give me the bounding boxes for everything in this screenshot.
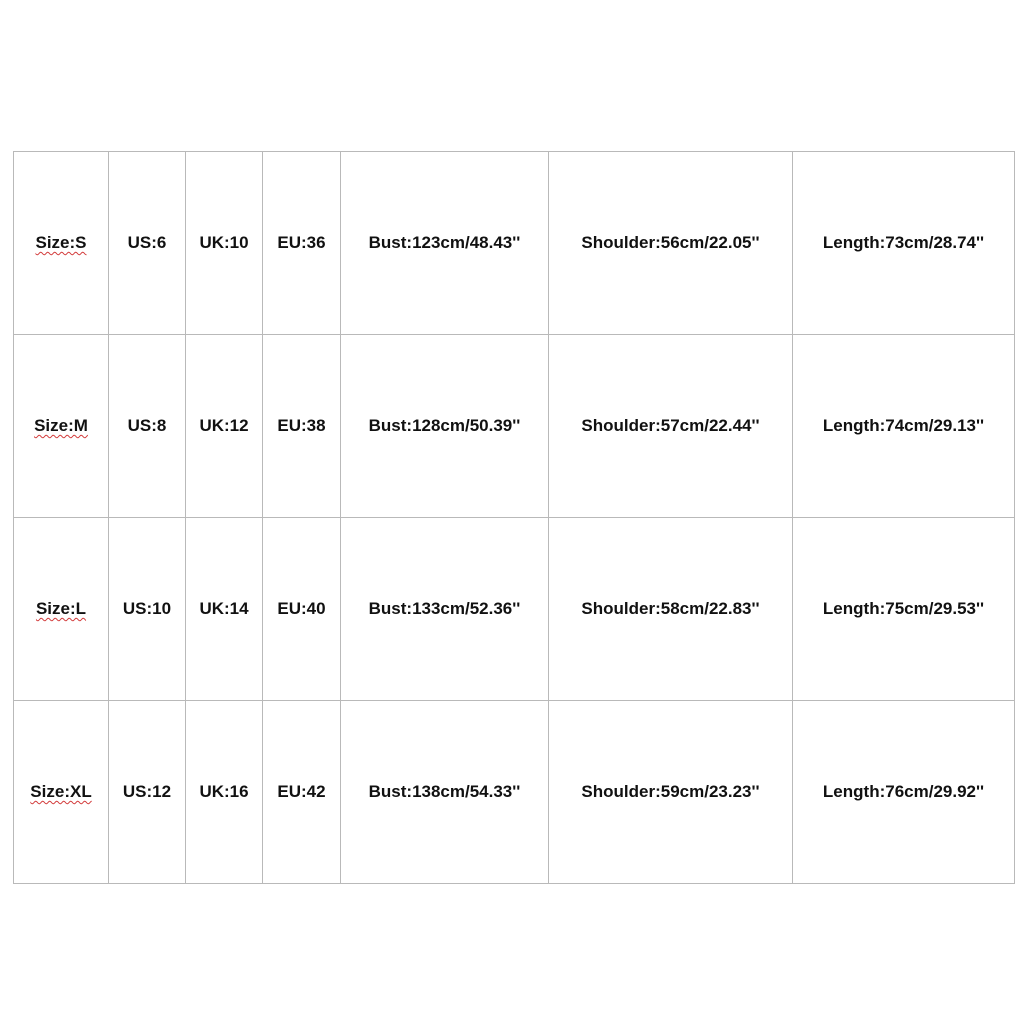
us-size-cell: US:12 bbox=[109, 701, 186, 884]
size-cell: Size:S bbox=[14, 152, 109, 335]
size-cell: Size:XL bbox=[14, 701, 109, 884]
shoulder-cell: Shoulder:59cm/23.23'' bbox=[549, 701, 793, 884]
length-cell: Length:75cm/29.53'' bbox=[793, 518, 1015, 701]
bust-cell: Bust:128cm/50.39'' bbox=[341, 335, 549, 518]
uk-size-cell: UK:14 bbox=[186, 518, 263, 701]
length-cell: Length:74cm/29.13'' bbox=[793, 335, 1015, 518]
eu-size-cell: EU:38 bbox=[263, 335, 341, 518]
bust-cell: Bust:133cm/52.36'' bbox=[341, 518, 549, 701]
us-size-cell: US:10 bbox=[109, 518, 186, 701]
eu-size-cell: EU:42 bbox=[263, 701, 341, 884]
length-cell: Length:73cm/28.74'' bbox=[793, 152, 1015, 335]
table-row bbox=[14, 335, 1015, 518]
table-row bbox=[14, 701, 1015, 884]
uk-size-cell: UK:12 bbox=[186, 335, 263, 518]
size-cell: Size:M bbox=[14, 335, 109, 518]
size-chart-table bbox=[13, 151, 1015, 884]
us-size-cell: US:6 bbox=[109, 152, 186, 335]
size-cell: Size:L bbox=[14, 518, 109, 701]
uk-size-cell: UK:16 bbox=[186, 701, 263, 884]
length-cell: Length:76cm/29.92'' bbox=[793, 701, 1015, 884]
shoulder-cell: Shoulder:56cm/22.05'' bbox=[549, 152, 793, 335]
table-row bbox=[14, 152, 1015, 335]
eu-size-cell: EU:40 bbox=[263, 518, 341, 701]
bust-cell: Bust:138cm/54.33'' bbox=[341, 701, 549, 884]
shoulder-cell: Shoulder:58cm/22.83'' bbox=[549, 518, 793, 701]
bust-cell: Bust:123cm/48.43'' bbox=[341, 152, 549, 335]
table-row bbox=[14, 518, 1015, 701]
us-size-cell: US:8 bbox=[109, 335, 186, 518]
shoulder-cell: Shoulder:57cm/22.44'' bbox=[549, 335, 793, 518]
uk-size-cell: UK:10 bbox=[186, 152, 263, 335]
eu-size-cell: EU:36 bbox=[263, 152, 341, 335]
